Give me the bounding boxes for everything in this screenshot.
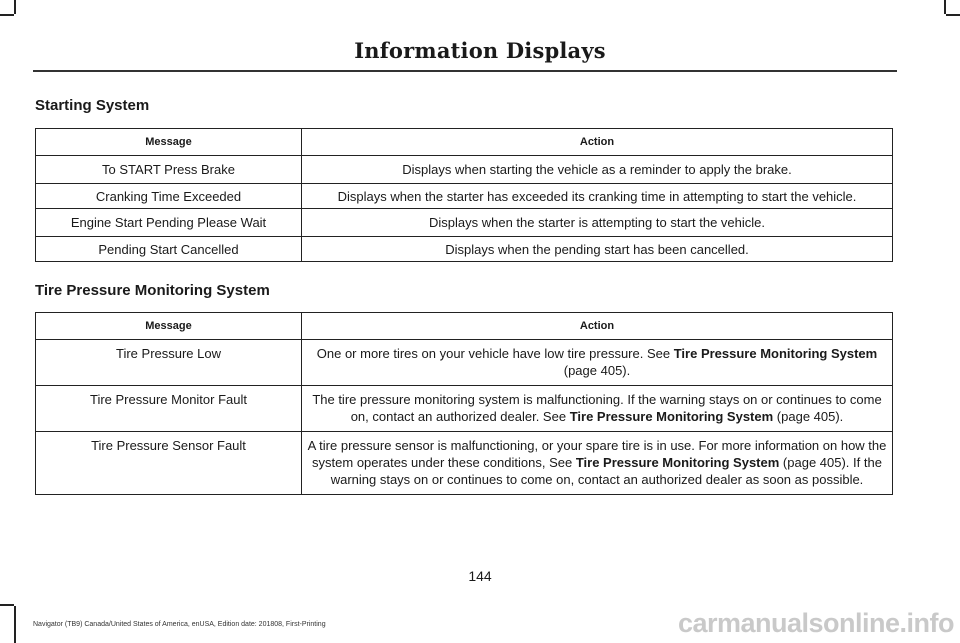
action-text: (page 405). (563, 363, 631, 378)
message-cell: Pending Start Cancelled (36, 237, 302, 262)
table-row (36, 432, 893, 495)
column-header-action: Action (302, 313, 893, 340)
action-cell: Displays when the starter has exceeded its cranking time in attempting to start the vehicle. (302, 184, 893, 209)
table-row (36, 156, 893, 184)
crop-mark-top-left-v (14, 0, 16, 14)
crop-mark-top-right-h (946, 14, 960, 16)
message-cell: Cranking Time Exceeded (36, 184, 302, 209)
column-header-message: Message (36, 313, 302, 340)
action-cell: Displays when the pending start has been cancelled. (302, 237, 893, 262)
cross-reference-link[interactable]: Tire Pressure Monitoring System (673, 346, 878, 361)
action-cell (302, 340, 893, 386)
table-row (36, 340, 893, 386)
table-header-row (36, 129, 893, 156)
crop-mark-top-left-h (0, 14, 14, 16)
page-title: Information Displays (354, 38, 606, 63)
action-text: A tire pressure sensor is malfunctioning, or your spare tire is in use. For more information on how the system operates under these conditions, See (307, 438, 887, 470)
action-cell (302, 432, 893, 495)
table-header-row (36, 313, 893, 340)
cross-reference-link[interactable]: Tire Pressure Monitoring System (569, 409, 774, 424)
section-heading-starting-system: Starting System (35, 97, 150, 114)
action-text: One or more tires on your vehicle have low tire pressure. See (316, 346, 674, 361)
cross-reference-link[interactable]: Tire Pressure Monitoring System (575, 455, 780, 470)
table-row (36, 184, 893, 209)
action-text: (page 405). (773, 409, 844, 424)
message-cell: To START Press Brake (36, 156, 302, 184)
action-text: The tire pressure monitoring system is malfunctioning. If the warning stays on or continues to come on, contact an authorized dealer. See (312, 392, 882, 424)
message-cell: Engine Start Pending Please Wait (36, 209, 302, 237)
message-cell: Tire Pressure Low (36, 340, 302, 386)
column-header-action: Action (302, 129, 893, 156)
action-cell (302, 386, 893, 432)
message-cell: Tire Pressure Monitor Fault (36, 386, 302, 432)
table-row (36, 209, 893, 237)
section-heading-tire-pressure: Tire Pressure Monitoring System (35, 282, 270, 299)
title-divider (33, 70, 897, 72)
page-number: 144 (468, 568, 492, 584)
table-row (36, 237, 893, 262)
footer-edition-info: Navigator (TB9) Canada/United States of America, enUSA, Edition date: 201808, First-Printing (33, 621, 326, 628)
column-header-message: Message (36, 129, 302, 156)
crop-mark-bottom-left-h (0, 604, 14, 606)
tire-pressure-table (35, 312, 893, 495)
action-cell: Displays when starting the vehicle as a reminder to apply the brake. (302, 156, 893, 184)
action-text: (page 405). If the warning stays on or continues to come on, contact an authorized dealer as soon as possible. (330, 455, 882, 487)
action-cell: Displays when the starter is attempting to start the vehicle. (302, 209, 893, 237)
table-row (36, 386, 893, 432)
crop-mark-top-right-v (944, 0, 946, 14)
watermark-logo: carmanualsonline.info (677, 608, 954, 638)
message-cell: Tire Pressure Sensor Fault (36, 432, 302, 495)
crop-mark-bottom-left-v (14, 606, 16, 643)
starting-system-table (35, 128, 893, 262)
